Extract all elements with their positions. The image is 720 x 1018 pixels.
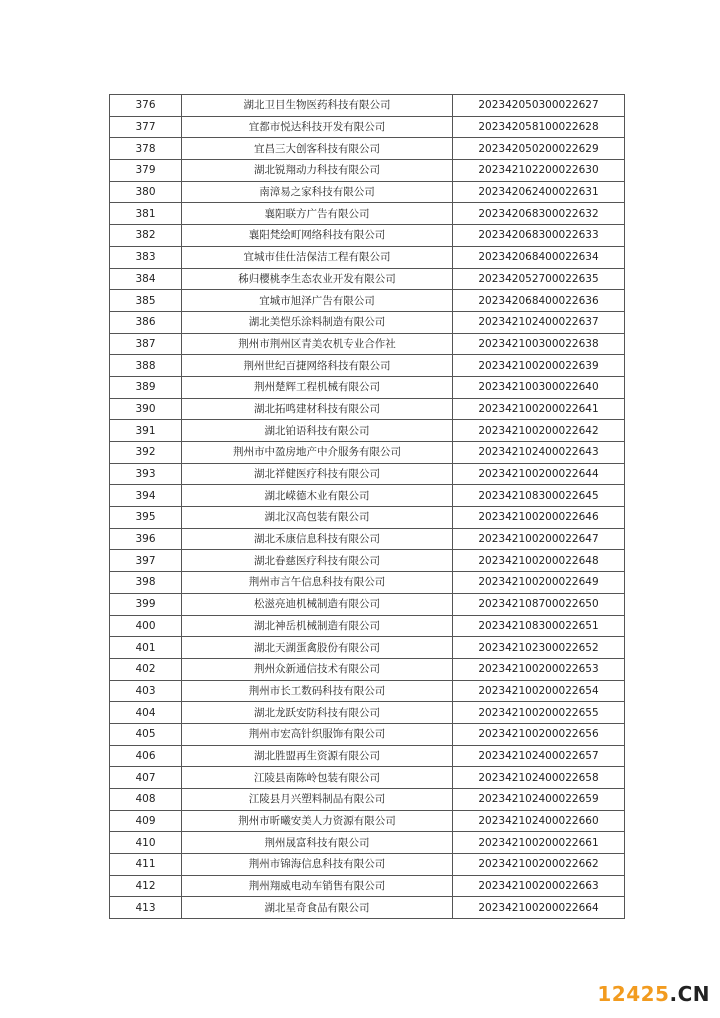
row-number: 384 [110,268,182,290]
company-name: 南漳易之家科技有限公司 [182,181,453,203]
row-number: 382 [110,225,182,247]
table-row [110,615,625,637]
company-name: 宜都市悦达科技开发有限公司 [182,116,453,138]
registration-code: 202342102400022658 [453,767,625,789]
registration-code: 202342068300022633 [453,225,625,247]
row-number: 389 [110,376,182,398]
company-name: 荆州市宏高针织服饰有限公司 [182,723,453,745]
row-number: 391 [110,420,182,442]
table-row [110,333,625,355]
company-name: 湖北禾康信息科技有限公司 [182,528,453,550]
company-name: 荆州市长工数码科技有限公司 [182,680,453,702]
company-name: 襄阳梵绘町网络科技有限公司 [182,225,453,247]
watermark-number: 12425 [597,982,670,1006]
row-number: 385 [110,290,182,312]
registration-code: 202342100200022654 [453,680,625,702]
company-name: 宜城市佳仕洁保洁工程有限公司 [182,246,453,268]
row-number: 408 [110,789,182,811]
table-row [110,311,625,333]
company-name: 荆州市中盈房地产中介服务有限公司 [182,442,453,464]
registration-code: 202342102400022637 [453,311,625,333]
table-row [110,897,625,919]
company-name: 荆州楚辉工程机械有限公司 [182,376,453,398]
company-name: 湖北龙跃安防科技有限公司 [182,702,453,724]
registration-code: 202342100200022656 [453,723,625,745]
table-row [110,116,625,138]
table-row [110,572,625,594]
table-row [110,658,625,680]
registration-code: 202342068400022636 [453,290,625,312]
registration-code: 202342100200022646 [453,507,625,529]
registration-code: 202342102200022630 [453,160,625,182]
row-number: 377 [110,116,182,138]
row-number: 413 [110,897,182,919]
company-name: 荆州晟富科技有限公司 [182,832,453,854]
company-name: 宜昌三大创客科技有限公司 [182,138,453,160]
table-row [110,442,625,464]
company-name: 秭归樱桃李生态农业开发有限公司 [182,268,453,290]
table-row [110,376,625,398]
company-name: 荆州翔威电动车销售有限公司 [182,875,453,897]
table-row [110,246,625,268]
row-number: 386 [110,311,182,333]
company-name: 湖北卫目生物医药科技有限公司 [182,95,453,117]
row-number: 379 [110,160,182,182]
table-row [110,420,625,442]
company-name: 湖北锐翔动力科技有限公司 [182,160,453,182]
row-number: 380 [110,181,182,203]
table-row [110,789,625,811]
company-name: 宜城市旭泽广告有限公司 [182,290,453,312]
registration-code: 202342100200022661 [453,832,625,854]
company-name: 江陵县月兴塑料制品有限公司 [182,789,453,811]
registration-code: 202342050300022627 [453,95,625,117]
row-number: 406 [110,745,182,767]
registration-code: 202342102400022657 [453,745,625,767]
registration-code: 202342102400022643 [453,442,625,464]
row-number: 394 [110,485,182,507]
company-name: 湖北嵘德木业有限公司 [182,485,453,507]
table-row [110,528,625,550]
row-number: 412 [110,875,182,897]
company-name: 湖北神岳机械制造有限公司 [182,615,453,637]
row-number: 387 [110,333,182,355]
registration-code: 202342100200022649 [453,572,625,594]
table-row [110,745,625,767]
registration-code: 202342052700022635 [453,268,625,290]
row-number: 398 [110,572,182,594]
row-number: 405 [110,723,182,745]
table-row [110,225,625,247]
company-name: 湖北汉高包装有限公司 [182,507,453,529]
row-number: 403 [110,680,182,702]
company-name: 湖北铂语科技有限公司 [182,420,453,442]
table-row [110,95,625,117]
table-row [110,398,625,420]
company-name: 荆州市锦海信息科技有限公司 [182,854,453,876]
table-row [110,507,625,529]
company-name: 襄阳联方广告有限公司 [182,203,453,225]
row-number: 401 [110,637,182,659]
table-row [110,767,625,789]
company-name: 湖北胜盟再生资源有限公司 [182,745,453,767]
table-row [110,637,625,659]
company-name: 湖北祥健医疗科技有限公司 [182,463,453,485]
table-row [110,181,625,203]
registration-code: 202342102400022660 [453,810,625,832]
watermark-dot: . [669,982,678,1006]
registration-code: 202342100200022642 [453,420,625,442]
table-row [110,290,625,312]
table-row [110,268,625,290]
table-row [110,875,625,897]
registration-code: 202342102400022659 [453,789,625,811]
watermark-suffix: CN [677,982,710,1006]
row-number: 407 [110,767,182,789]
registration-code: 202342058100022628 [453,116,625,138]
row-number: 388 [110,355,182,377]
row-number: 404 [110,702,182,724]
row-number: 395 [110,507,182,529]
company-name: 荆州世纪百捷网络科技有限公司 [182,355,453,377]
company-name: 荆州市昕曦安美人力资源有限公司 [182,810,453,832]
row-number: 409 [110,810,182,832]
row-number: 393 [110,463,182,485]
table-row [110,723,625,745]
table-row [110,593,625,615]
company-name: 荆州众新通信技术有限公司 [182,658,453,680]
registration-table [109,94,625,919]
row-number: 392 [110,442,182,464]
row-number: 383 [110,246,182,268]
registration-code: 202342050200022629 [453,138,625,160]
registration-code: 202342100300022638 [453,333,625,355]
company-name: 江陵县南陈岭包装有限公司 [182,767,453,789]
registration-code: 202342100200022655 [453,702,625,724]
registration-code: 202342100300022640 [453,376,625,398]
company-name: 湖北拓鸣建材科技有限公司 [182,398,453,420]
row-number: 378 [110,138,182,160]
registration-code: 202342100200022639 [453,355,625,377]
registration-code: 202342102300022652 [453,637,625,659]
company-name: 荆州市荆州区青美农机专业合作社 [182,333,453,355]
registration-code: 202342068300022632 [453,203,625,225]
table-row [110,485,625,507]
row-number: 402 [110,658,182,680]
company-name: 松滋亮迪机械制造有限公司 [182,593,453,615]
site-watermark [597,982,710,1006]
table-row [110,810,625,832]
row-number: 400 [110,615,182,637]
registration-code: 202342068400022634 [453,246,625,268]
row-number: 376 [110,95,182,117]
company-name: 湖北眷慈医疗科技有限公司 [182,550,453,572]
table-row [110,854,625,876]
table-row [110,203,625,225]
registration-code: 202342100200022644 [453,463,625,485]
table-row [110,550,625,572]
row-number: 396 [110,528,182,550]
registration-code: 202342062400022631 [453,181,625,203]
table-row [110,702,625,724]
company-name: 湖北美恺乐涂料制造有限公司 [182,311,453,333]
registration-code: 202342100200022663 [453,875,625,897]
row-number: 397 [110,550,182,572]
row-number: 399 [110,593,182,615]
registration-code: 202342108700022650 [453,593,625,615]
registration-code: 202342100200022653 [453,658,625,680]
registration-code: 202342100200022662 [453,854,625,876]
row-number: 411 [110,854,182,876]
registration-code: 202342108300022651 [453,615,625,637]
table-row [110,680,625,702]
row-number: 381 [110,203,182,225]
registration-code: 202342100200022647 [453,528,625,550]
table-body [110,95,625,919]
row-number: 390 [110,398,182,420]
table-row [110,463,625,485]
registration-code: 202342100200022648 [453,550,625,572]
table-row [110,138,625,160]
company-name: 湖北天湖蛋禽股份有限公司 [182,637,453,659]
table-row [110,832,625,854]
row-number: 410 [110,832,182,854]
table-row [110,160,625,182]
company-name: 湖北星奇食品有限公司 [182,897,453,919]
registration-code: 202342100200022664 [453,897,625,919]
table-row [110,355,625,377]
company-name: 荆州市言午信息科技有限公司 [182,572,453,594]
registration-code: 202342108300022645 [453,485,625,507]
registration-code: 202342100200022641 [453,398,625,420]
